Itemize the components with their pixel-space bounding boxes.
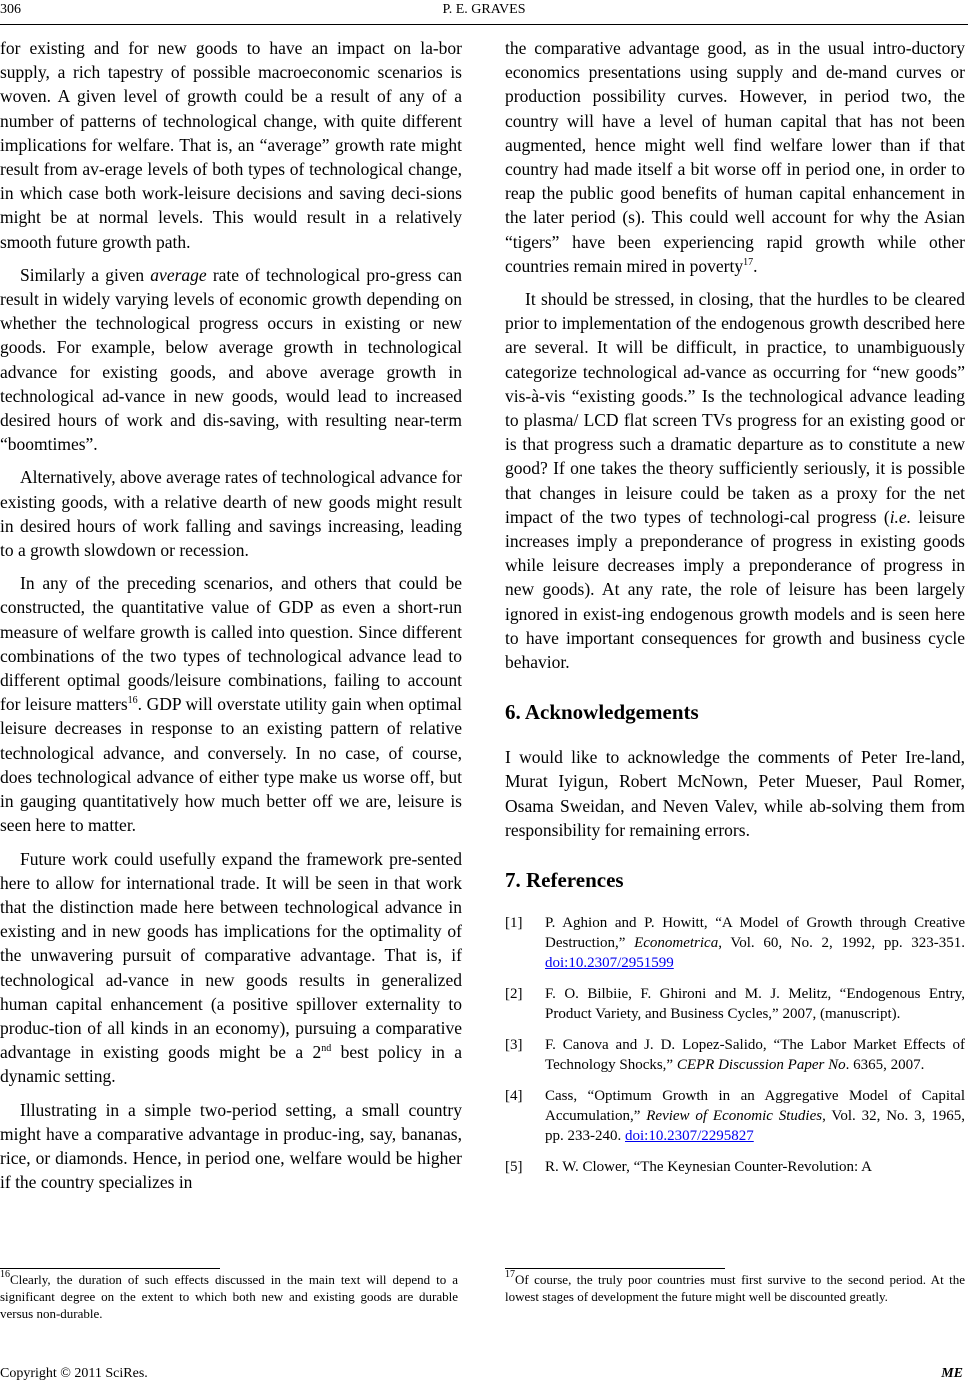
footnote-number: 17 <box>505 1269 515 1280</box>
reference-body <box>545 1157 965 1177</box>
copyright: Copyright © 2011 SciRes. <box>0 1366 148 1381</box>
reference-body <box>545 984 965 1024</box>
emphasis: average <box>150 264 207 285</box>
journal-name: Review of Economic Studies <box>646 1108 823 1125</box>
text-run: . 6365, 2007. <box>845 1057 925 1074</box>
reference-number: [3] <box>505 1037 523 1054</box>
text-run: P. Aghion and P. Howitt, “A Model of Growth through Creative Destruction,” <box>545 915 965 952</box>
emphasis: i.e. <box>889 506 912 527</box>
text-run: F. O. Bilbiie, F. Ghironi and M. J. Melitz, “Endogenous Entry, Product Variety, and Business Cycles,” 2007, (manuscript). <box>545 986 965 1023</box>
footnote-marker[interactable]: 16 <box>127 695 138 707</box>
reference-body <box>545 1035 965 1075</box>
text-run: R. W. Clower, “The Keynesian Counter-Revolution: A <box>545 1159 872 1176</box>
references-heading: 7. References <box>505 868 624 893</box>
superscript: nd <box>321 1043 332 1055</box>
paragraph <box>505 287 965 674</box>
reference-body <box>545 913 965 973</box>
text-run: , Vol. 32, No. 3, 1965, pp. 233-240. <box>545 1108 965 1145</box>
doi-link[interactable]: doi:10.2307/2951599 <box>545 955 674 972</box>
paragraph <box>0 263 462 457</box>
text-run: Future work could usefully expand the framework pre-sented here to allow for international trade. It will be seen in that work that the distinction made here between technological advance in existing and in new goods has implications for the optimality of the unwavering pursuit of comparative advantage. That is, if technological ad-vance in new goods results in generalized human capital enhancement (a positive spillover externality to produc-tion of all kinds in an economy), pursuing a comparative advantage in existing goods might be a 2 <box>0 848 462 1063</box>
paragraph: Illustrating in a simple two-period setting, a small country might have a comparative advantage in produc-ing, say, bananas, rice, or diamonds. Hence, in period one, welfare would be higher if the country specializes in <box>0 1099 462 1193</box>
reference-item <box>505 984 965 1024</box>
footnote-text: Of course, the truly poor countries must first survive to the second period. At the lowest stages of development the future might well be discounted greatly. <box>505 1272 965 1304</box>
text-run: leisure increases imply a preponderance of progress in existing goods while leisure decreases imply a preponderance of progress in new goods). At any rate, the role of leisure has been largely ignored in exist-ing endogenous growth models and is seen here to have important consequences for growth and business cycle behavior. <box>505 506 965 673</box>
text-run: . GDP will overstate utility gain when optimal leisure decreases in response to an existing pattern of relative technological advance, and conversely. In no case, of course, does technological advance of either type make us worse off, but in gauging quantitatively how much better off we are, leisure is seen here to matter. <box>0 694 462 836</box>
journal-name: CEPR Discussion Paper No <box>676 1057 846 1074</box>
paragraph <box>0 571 462 837</box>
reference-item <box>505 913 965 973</box>
footnote-marker[interactable]: 17 <box>743 256 754 268</box>
journal-abbrev: ME <box>941 1366 963 1381</box>
reference-item <box>505 1086 965 1146</box>
reference-number: [5] <box>505 1159 523 1176</box>
text-run: In any of the preceding scenarios, and others that could be constructed, the quantitative value of GDP as even a short-run measure of welfare growth is called into question. Since different combinations of the two types of technological advance lead to different optimal goods/leisure combinations, failing to account for leisure matters <box>0 573 462 715</box>
text-run: . <box>753 255 758 276</box>
running-header <box>0 0 968 25</box>
paragraph: Alternatively, above average rates of technological advance for existing goods, with a relative dearth of new goods might result in desired hours of work falling and savings increasing, leading to a growth slowdown or recession. <box>0 467 462 561</box>
text-run: rate of technological pro-gress can result in widely varying levels of economic growth depending on whether the technological progress occurs in existing or new goods. For example, below average growth in technological advance for existing goods, and above average growth in technological ad-vance in new goods, would lead to increased desired hours of work and dis-saving, with resulting near-term “boomtimes”. <box>0 264 462 455</box>
doi-link[interactable]: doi:10.2307/2295827 <box>625 1128 754 1145</box>
text-run: best policy in a dynamic setting. <box>0 1042 463 1087</box>
acknowledgements-heading: 6. Acknowledgements <box>505 700 699 725</box>
running-author: P. E. GRAVES <box>442 2 526 17</box>
reference-body <box>545 1086 965 1146</box>
reference-number: [1] <box>505 915 523 932</box>
text-run: the comparative advantage good, as in the usual intro-ductory economics presentations using supply and de-mand curves or production possibility curves. However, in period two, the country will have a level of human capital that has not been augmented, hence might well find welfare lower than if that country had made itself a bit worse off in period one, in order to reap the public good benefits of human capital enhancement in the later period (s). This could well account for why the Asian “tigers” have been experiencing rapid growth while other countries remain mired in poverty <box>505 38 965 276</box>
footnote-rule <box>505 1268 725 1269</box>
text-run: , Vol. 60, No. 2, 1992, pp. 323-351. <box>718 935 966 952</box>
text-run: It should be stressed, in closing, that the hurdles to be cleared prior to implementation of the endogenous growth described here are several. It will be difficult, in practice, to unambiguously categorize technological ad-vance as occurring for “new goods” vis-à-vis “existing goods.” Is the technological advance leading to plasma/ LCD flat screen TVs progress for an existing good or is that progress such a dramatic departure as to constitute a new good? If one takes the theory sufficiently seriously, it is possible that changes in leisure could be taken as a proxy for the net impact of the two types of technologi-cal progress ( <box>505 289 965 527</box>
text-run: Similarly a given <box>20 264 151 285</box>
reference-list <box>505 913 965 1177</box>
paragraph <box>0 847 462 1089</box>
footnote-text: Clearly, the duration of such effects discussed in the main text will depend to a significant degree on the extent to which both new and existing goods are durable versus non-durable. <box>0 1272 458 1321</box>
reference-number: [2] <box>505 986 523 1003</box>
paragraph <box>505 36 965 278</box>
reference-item <box>505 1035 965 1075</box>
reference-number: [4] <box>505 1088 523 1105</box>
text-run: F. Canova and J. D. Lopez-Salido, “The Labor Market Effects of Technology Shocks,” <box>545 1037 965 1074</box>
footnote-number: 16 <box>0 1269 10 1280</box>
reference-item <box>505 1157 965 1177</box>
left-column <box>0 36 462 1203</box>
page-number: 306 <box>0 2 21 17</box>
journal-name: Econometrica <box>634 935 719 952</box>
paragraph: for existing and for new goods to have an impact on la-bor supply, a rich tapestry of possible macroeconomic scenarios is woven. A given level of growth could be a result of any of a number of patterns of technological change, with quite different implications for welfare. That is, an “average” growth rate might result from av-erage levels of both types of technological change, in which case both work-leisure decisions and saving deci-sions might be at normal levels. This would result in a relatively smooth future growth path. <box>0 38 462 252</box>
text-run: Cass, “Optimum Growth in an Aggregative Model of Capital Accumulation,” <box>545 1088 965 1125</box>
footnote-rule <box>0 1268 220 1269</box>
acknowledgements-text: I would like to acknowledge the comments of Peter Ire-land, Murat Iyigun, Robert McNown, Peter Mueser, Paul Romer, Osama Sweidan, and Neven Valev, while ab-solving them from responsibility for remaining errors. <box>505 747 965 840</box>
footnote-17 <box>505 1271 965 1305</box>
right-column <box>505 36 965 1188</box>
footnote-16 <box>0 1271 458 1322</box>
